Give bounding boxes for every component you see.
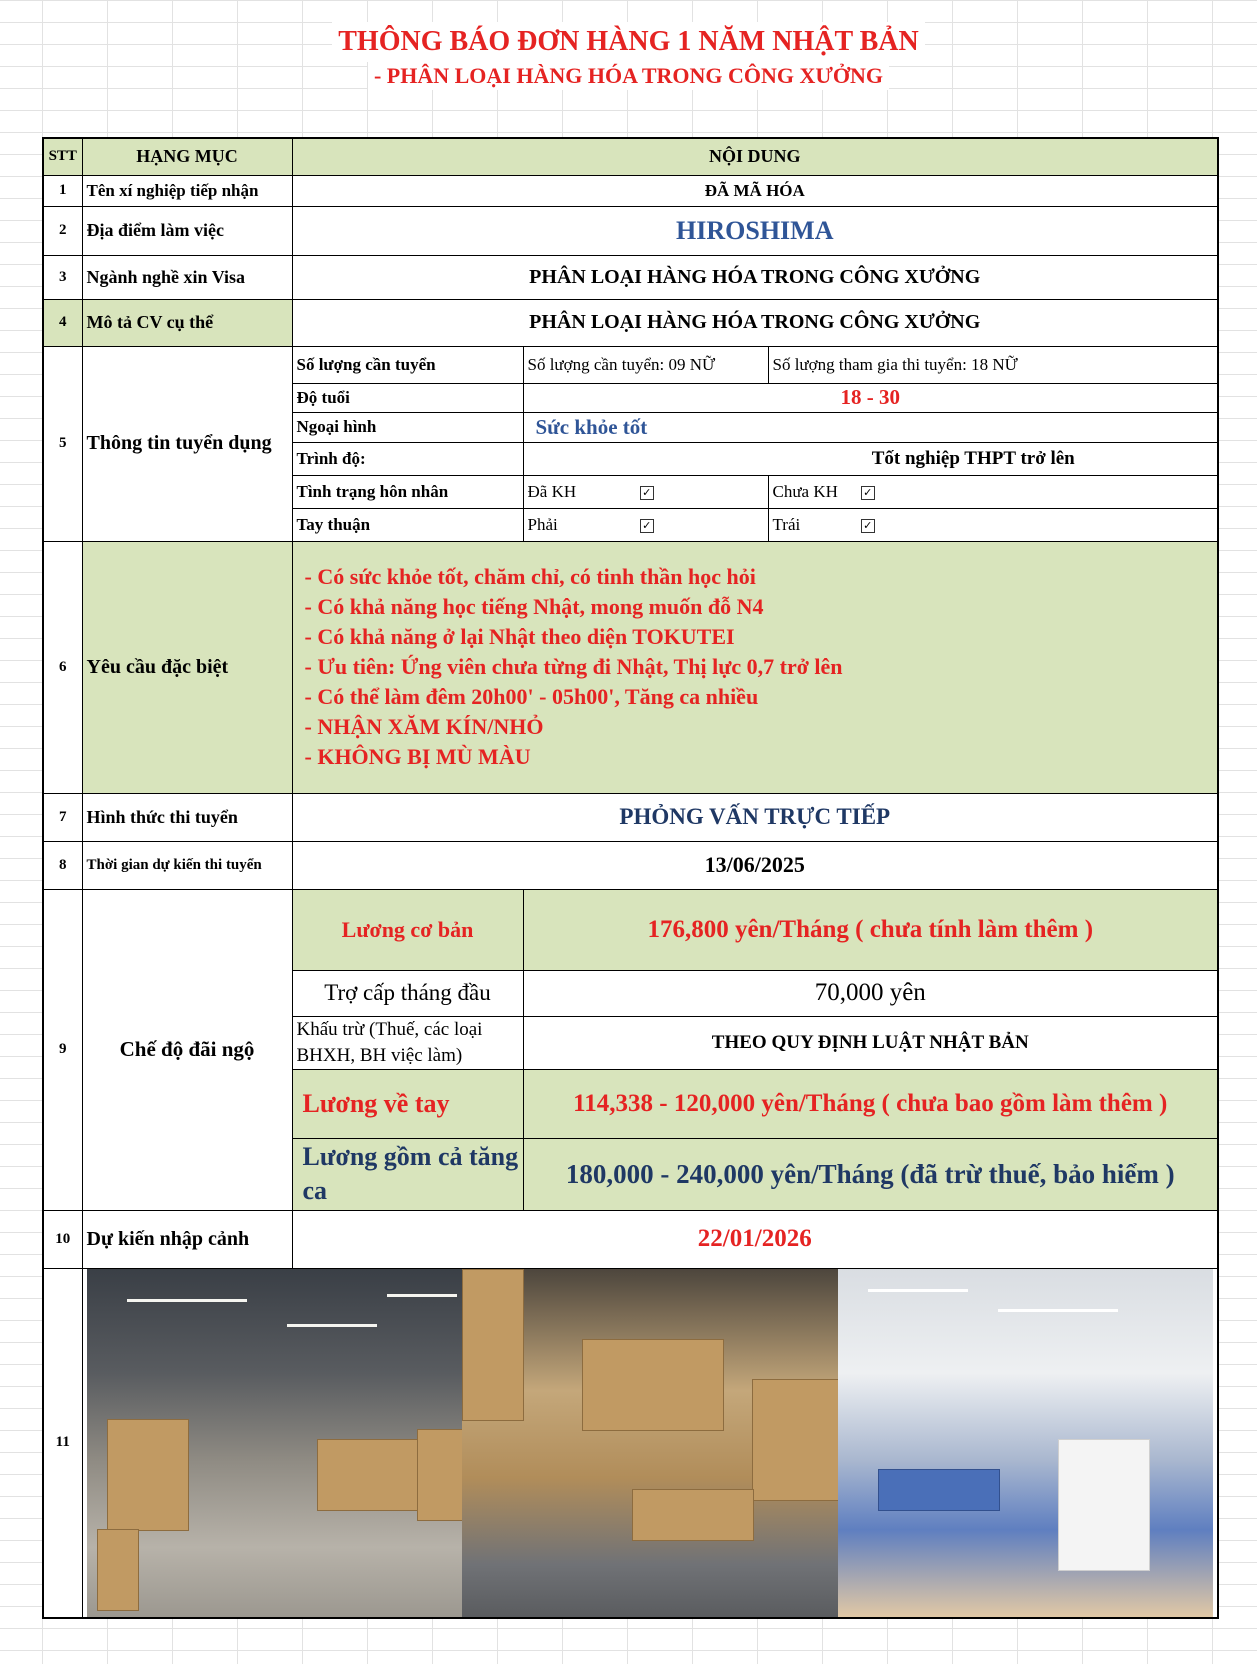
row-stt: 10	[43, 1210, 82, 1268]
row-stt: 3	[43, 255, 82, 299]
exam-format: PHỎNG VẤN TRỰC TIẾP	[292, 793, 1218, 841]
age-label: Độ tuổi	[292, 383, 523, 412]
table-row	[43, 541, 1218, 793]
deduction-value: THEO QUY ĐỊNH LUẬT NHẬT BẢN	[523, 1016, 1218, 1069]
row-stt: 6	[43, 541, 82, 793]
allowance-value: 70,000 yên	[523, 970, 1218, 1016]
overtime-salary-value: 180,000 - 240,000 yên/Tháng (đã trừ thuế, bảo hiểm )	[523, 1138, 1218, 1210]
single-checkbox[interactable]: ✓	[861, 486, 875, 500]
row-stt: 8	[43, 841, 82, 889]
left-hand-checkbox[interactable]: ✓	[861, 519, 875, 533]
title-block	[0, 22, 1257, 90]
hand-left-cell	[768, 508, 1218, 541]
table-row	[43, 1268, 1218, 1618]
base-salary-label: Lương cơ bản	[292, 889, 523, 970]
table-row	[43, 841, 1218, 889]
list-item: - Có sức khỏe tốt, chăm chỉ, có tinh thần học hỏi	[304, 564, 756, 589]
appearance-label: Ngoại hình	[292, 412, 523, 442]
table-row	[43, 299, 1218, 346]
allowance-label: Trợ cấp tháng đầu	[292, 970, 523, 1016]
hand-right-cell	[523, 508, 768, 541]
overtime-salary-label: Lương gồm cả tăng ca	[292, 1138, 523, 1210]
base-salary-value: 176,800 yên/Tháng ( chưa tính làm thêm )	[523, 889, 1218, 970]
table-row	[43, 175, 1218, 206]
company-name: ĐÃ MÃ HÓA	[292, 175, 1218, 206]
header-noi-dung: NỘI DUNG	[292, 138, 1218, 175]
education-value: Tốt nghiệp THPT trở lên	[523, 442, 1218, 475]
appearance-value: Sức khỏe tốt	[523, 412, 1218, 442]
quantity-exam: Số lượng tham gia thi tuyển: 18 NỮ	[768, 346, 1218, 383]
visa-occupation: PHÂN LOẠI HÀNG HÓA TRONG CÔNG XƯỞNG	[292, 255, 1218, 299]
table-row	[43, 889, 1218, 970]
row-label: Ngành nghề xin Visa	[82, 255, 292, 299]
marital-single-label: Chưa KH	[772, 481, 838, 501]
right-hand-checkbox[interactable]: ✓	[640, 519, 654, 533]
requirements-list	[297, 562, 1214, 772]
row-label: Dự kiến nhập cảnh	[82, 1210, 292, 1268]
list-item: - Có thể làm đêm 20h00' - 05h00', Tăng ca nhiều	[304, 684, 759, 709]
handedness-label: Tay thuận	[292, 508, 523, 541]
age-range: 18 - 30	[523, 383, 1218, 412]
workplace-photos	[82, 1268, 1218, 1618]
table-row	[43, 793, 1218, 841]
deduction-label: Khấu trừ (Thuế, các loại BHXH, BH việc làm)	[292, 1016, 523, 1069]
header-stt: STT	[43, 138, 82, 175]
list-item: - Có khả năng học tiếng Nhật, mong muốn đỗ N4	[304, 594, 764, 619]
row-stt: 5	[43, 346, 82, 541]
marital-married-label: Đã KH	[527, 481, 577, 501]
table-row	[43, 255, 1218, 299]
job-description: PHÂN LOẠI HÀNG HÓA TRONG CÔNG XƯỞNG	[292, 299, 1218, 346]
table-header-row	[43, 138, 1218, 175]
row-stt: 9	[43, 889, 82, 1210]
net-salary-value: 114,338 - 120,000 yên/Tháng ( chưa bao gồm làm thêm )	[523, 1069, 1218, 1138]
exam-date: 13/06/2025	[292, 841, 1218, 889]
quantity-needed: Số lượng cần tuyển: 09 NỮ	[523, 346, 768, 383]
row-stt: 1	[43, 175, 82, 206]
row-stt: 2	[43, 206, 82, 255]
row-label: Chế độ đãi ngộ	[82, 889, 292, 1210]
row-label: Hình thức thi tuyển	[82, 793, 292, 841]
row-label: Thời gian dự kiến thi tuyển	[82, 841, 292, 889]
row-stt: 4	[43, 299, 82, 346]
page-title: THÔNG BÁO ĐƠN HÀNG 1 NĂM NHẬT BẢN	[332, 22, 925, 62]
header-hang-muc: HẠNG MỤC	[82, 138, 292, 175]
page-subtitle: - PHÂN LOẠI HÀNG HÓA TRONG CÔNG XƯỞNG	[368, 62, 889, 90]
marital-single-cell	[768, 475, 1218, 508]
married-checkbox[interactable]: ✓	[640, 486, 654, 500]
special-requirements	[292, 541, 1218, 793]
factory-photo-3	[838, 1269, 1214, 1617]
row-stt: 7	[43, 793, 82, 841]
table-row	[43, 1210, 1218, 1268]
hand-right-label: Phải	[527, 514, 558, 534]
marital-married-cell	[523, 475, 768, 508]
row-label: Địa điểm làm việc	[82, 206, 292, 255]
net-salary-label: Lương về tay	[292, 1069, 523, 1138]
row-label: Tên xí nghiệp tiếp nhận	[82, 175, 292, 206]
row-label: Thông tin tuyển dụng	[82, 346, 292, 541]
list-item: - NHẬN XĂM KÍN/NHỎ	[304, 714, 544, 739]
list-item: - Có khả năng ở lại Nhật theo diện TOKUTEI	[304, 624, 735, 649]
warehouse-photo-2	[462, 1269, 838, 1617]
recruitment-table	[42, 137, 1219, 1619]
entry-date: 22/01/2026	[292, 1210, 1218, 1268]
row-stt: 11	[43, 1268, 82, 1618]
quantity-label: Số lượng cần tuyển	[292, 346, 523, 383]
list-item: - Ưu tiên: Ứng viên chưa từng đi Nhật, Thị lực 0,7 trở lên	[304, 654, 843, 679]
table-row	[43, 206, 1218, 255]
table-row	[43, 346, 1218, 383]
education-label: Trình độ:	[292, 442, 523, 475]
row-label: Yêu cầu đặc biệt	[82, 541, 292, 793]
warehouse-photo-1	[87, 1269, 463, 1617]
list-item: - KHÔNG BỊ MÙ MÀU	[304, 744, 531, 769]
hand-left-label: Trái	[772, 514, 801, 534]
row-label: Mô tả CV cụ thể	[82, 299, 292, 346]
marital-label: Tình trạng hôn nhân	[292, 475, 523, 508]
work-location: HIROSHIMA	[292, 206, 1218, 255]
